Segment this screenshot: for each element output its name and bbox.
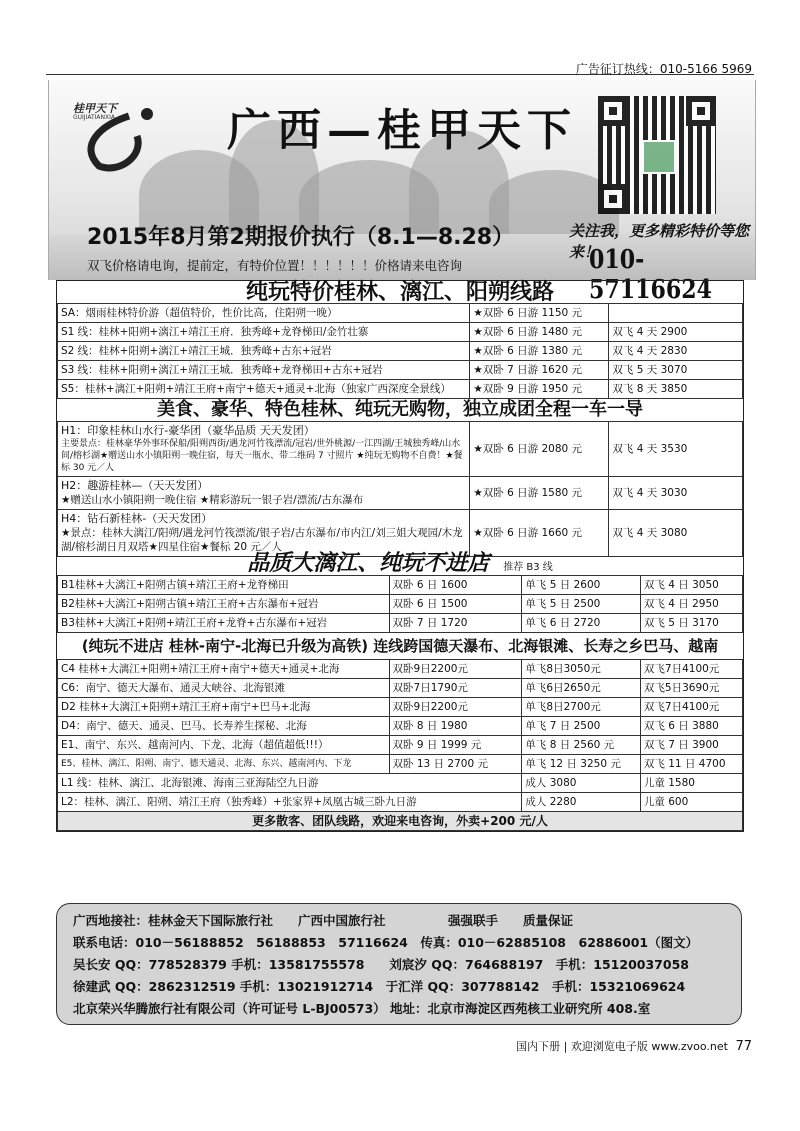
route-name: B2桂林+大漓江+阳朔古镇+靖江王府+古东瀑布+冠岩: [58, 595, 390, 614]
contact-line: 广西地接社：桂林金天下国际旅行社 广西中国旅行社 强强联手 质量保证: [73, 913, 574, 928]
section-budget-routes: [58, 304, 743, 399]
price-sleeper: ★双卧 6 日游 1150 元: [470, 304, 609, 323]
price-flight: 双飞 4 天 2900: [609, 323, 743, 342]
price-single-flight: 单飞 5 日 2500: [522, 595, 641, 614]
table-footer-note: 更多散客、团队线路，欢迎来电咨询，外卖+200 元/人: [58, 812, 743, 831]
route-name: SA：烟雨桂林特价游（超值特价，性价比高，住阳朔一晚）: [58, 304, 470, 323]
route-name: S5：桂林+漓江+阳朔+靖江王府+南宁+德天+通灵+北海（独家广西深度全景线）: [58, 380, 470, 399]
price-flight: 双飞7日4100元: [640, 698, 742, 717]
price-flight: 双飞 7 日 3900: [640, 736, 742, 755]
route-name: D2 桂林+大漓江+阳朔+靖江王府+南宁+巴马+北海: [58, 698, 390, 717]
company-logo: [59, 86, 179, 176]
footer-text[interactable]: 国内下册 | 欢迎浏览电子版 www.zvoo.net: [516, 1040, 728, 1053]
table-row: [58, 342, 743, 361]
contact-line: 徐建武 QQ：2862312519 手机：13021912714 于汇洋 QQ：307788142 手机：15321069624: [73, 979, 686, 994]
price-flight: 双飞 4 天 3030: [609, 477, 743, 510]
route-name: L1 线：桂林、漓江、北海银滩、海南三亚海陆空九日游: [58, 774, 522, 793]
route-description: [58, 477, 470, 510]
route-name: S1 线：桂林+阳朔+漓江+靖江王府．独秀峰+龙脊梯田/金竹壮寨: [58, 323, 470, 342]
price-flight: 双飞 4 天 2830: [609, 342, 743, 361]
qr-code-icon[interactable]: [598, 96, 716, 214]
price-single-flight: 单飞 5 日 2600: [522, 576, 641, 595]
follow-slogan: 关注我，更多精彩特价等您来！: [569, 222, 750, 261]
route-name: E5、桂林、漓江、阳朔、南宁、德天通灵、北海、东兴、越南河内、下龙: [58, 755, 390, 774]
price-flight: 双飞 11 日 4700: [640, 755, 742, 774]
table-row: [58, 323, 743, 342]
section-title: (纯玩不进店 桂林-南宁-北海已升级为高铁) 连线跨国德天瀑布、北海银滩、长寿之乡巴马、越南: [81, 637, 719, 655]
price-sleeper: ★双卧 6 日游 1580 元: [470, 477, 609, 510]
price-flight: 双飞 4 日 3050: [640, 576, 742, 595]
contact-line: 北京荣兴华腾旅行社有限公司（许可证号 L-BJ00573） 地址：北京市海淀区西苑核工业研究所 408.室: [73, 1001, 651, 1016]
price-sleeper: 双卧 7 日 1720: [389, 614, 522, 633]
price-sleeper: 双卧9日2200元: [389, 660, 522, 679]
route-description: [58, 422, 470, 477]
price-flight: 双飞5日3690元: [640, 679, 742, 698]
route-description: [58, 510, 470, 557]
price-single-flight: 单飞6日2650元: [522, 679, 641, 698]
price-sleeper: 双卧 9 日 1999 元: [389, 736, 522, 755]
section-combo-routes: [58, 660, 743, 774]
price-flight: [609, 304, 743, 323]
price-flight: 双飞 5 日 3170: [640, 614, 742, 633]
table-row: [58, 595, 743, 614]
price-child: 儿童 1580: [640, 774, 742, 793]
price-sleeper: ★双卧 7 日游 1620 元: [470, 361, 609, 380]
contact-line: 联系电话：010－56188852 56188853 57116624 传真：010－62885108 62886001（图文）: [73, 935, 699, 950]
price-period: 2015年8月第2期报价执行（8.1—8.28）: [87, 225, 515, 250]
price-single-flight: 单飞8日3050元: [522, 660, 641, 679]
price-adult: 成人 3080: [522, 774, 641, 793]
route-name: B1桂林+大漓江+阳朔古镇+靖江王府+龙脊梯田: [58, 576, 390, 595]
route-detail: ★赠送山水小镇阳朔一晚住宿 ★精彩游玩一银子岩/漂流/古东瀑布: [61, 494, 364, 506]
price-flight: 双飞 4 天 3080: [609, 510, 743, 557]
price-flight: 双飞7日4100元: [640, 660, 742, 679]
price-notice: 双飞价格请电询，提前定，有特价位置！！！！！！价格请来电咨询: [87, 258, 463, 273]
route-name: B3桂林+大漓江+阳朔+靖江王府+龙脊+古东瀑布+冠岩: [58, 614, 390, 633]
price-sleeper: 双卧 13 日 2700 元: [389, 755, 522, 774]
price-single-flight: 单飞 7 日 2500: [522, 717, 641, 736]
price-single-flight: 单飞 8 日 2560 元: [522, 736, 641, 755]
route-detail: ★景点：桂林大漓江/阳朔/遇龙河竹筏漂流/银子岩/古东瀑布/市内江/刘三姐大观园/木龙湖/榕杉湖日月双塔★四星住宿★餐标 20 元／人: [61, 527, 463, 553]
price-flight: 双飞 4 日 2950: [640, 595, 742, 614]
price-sleeper: ★双卧 6 日游 2080 元: [470, 422, 609, 477]
table-row: [58, 660, 743, 679]
top-divider: [46, 74, 754, 75]
price-sleeper: 双卧 6 日 1600: [389, 576, 522, 595]
section-title: [58, 551, 743, 576]
contact-info-box: [56, 903, 742, 1025]
route-price-table: [56, 280, 744, 832]
price-single-flight: 单飞 6 日 2720: [522, 614, 641, 633]
section-title: 纯玩特价桂林、漓江、阳朔线路: [245, 279, 554, 305]
price-flight: 双飞 8 天 3850: [609, 380, 743, 399]
price-flight: 双飞 5 天 3070: [609, 361, 743, 380]
price-flight: 双飞 6 日 3880: [640, 717, 742, 736]
page-title: 广西—桂甲天下: [227, 105, 577, 156]
page-number: 77: [735, 1039, 752, 1054]
price-sleeper: 双卧 6 日 1500: [389, 595, 522, 614]
price-sleeper: ★双卧 6 日游 1660 元: [470, 510, 609, 557]
route-detail: 主要景点：桂林豪华外事环保船/阳朔西街/遇龙河竹筏漂流/冠岩/世外桃源/一江四湖/王城独秀峰/山水间/榕杉湖★赠送山水小镇阳朔一晚住宿，每天一瓶水、带二维码 7 寸照片 ★纯玩无购物不自费！★餐标 30 元／人: [61, 439, 463, 473]
price-sleeper: ★双卧 6 日游 1380 元: [470, 342, 609, 361]
price-single-flight: 单飞8日2700元: [522, 698, 641, 717]
price-sleeper: 双卧9日2200元: [389, 698, 522, 717]
route-name: S2 线：桂林+阳朔+漓江+靖江王城．独秀峰+古东+冠岩: [58, 342, 470, 361]
section-title-text: 品质大漓江、纯玩不进店: [247, 551, 490, 576]
table-row: [58, 576, 743, 595]
logo-subtext: GUIJIATIANXIA: [73, 114, 115, 121]
table-row: [58, 361, 743, 380]
route-name: C4 桂林+大漓江+阳朔+靖江王府+南宁+德天+通灵+北海: [58, 660, 390, 679]
logo-text: 桂甲天下: [73, 102, 117, 115]
route-name: E1、南宁、东兴、越南河内、下龙、北海（超值超低!!!）: [58, 736, 390, 755]
price-single-flight: 单飞 12 日 3250 元: [522, 755, 641, 774]
table-row: [58, 510, 743, 557]
route-name: L2：桂林、漓江、阳朔、靖江王府（独秀峰）+张家界+凤凰古城三卧九日游: [58, 793, 522, 812]
price-adult: 成人 2280: [522, 793, 641, 812]
table-row: [58, 717, 743, 736]
booking-phone: 010-57116624: [589, 245, 713, 305]
price-sleeper: ★双卧 6 日游 1480 元: [470, 323, 609, 342]
table-row: [58, 793, 743, 812]
route-title: H1：印象桂林山水行-豪华团（豪华品质 天天发团）: [61, 424, 315, 437]
price-sleeper: ★双卧 9 日游 1950 元: [470, 380, 609, 399]
table-row: [58, 304, 743, 323]
recommend-note: 推荐 B3 线: [503, 562, 553, 573]
table-row: [58, 679, 743, 698]
ad-hotline: 广告征订热线：010-5166 5969: [575, 62, 752, 76]
table-row: [58, 477, 743, 510]
route-title: H4：钻石新桂林-（天天发团）: [61, 512, 213, 525]
price-sleeper: 双卧7日1790元: [389, 679, 522, 698]
route-title: H2：趣游桂林—（天天发团）: [61, 479, 209, 492]
table-row: [58, 422, 743, 477]
section-luxury-routes: [58, 422, 743, 557]
table-row: [58, 614, 743, 633]
table-row: [58, 774, 743, 793]
route-name: S3 线：桂林+阳朔+漓江+靖江王城．独秀峰+龙脊梯田+古东+冠岩: [58, 361, 470, 380]
price-child: 儿童 600: [640, 793, 742, 812]
contact-line: 吴长安 QQ：778528379 手机：13581755578 刘宸汐 QQ：764688197 手机：15120037058: [73, 957, 689, 972]
page-footer: [516, 1038, 752, 1054]
price-flight: 双飞 4 天 3530: [609, 422, 743, 477]
table-row: [58, 755, 743, 774]
table-row: [58, 380, 743, 399]
section-quality-routes: [58, 576, 743, 633]
section-extended-routes: [58, 774, 743, 812]
route-name: C6：南宁、德天大瀑布、通灵大峡谷、北海银滩: [58, 679, 390, 698]
price-sleeper: 双卧 8 日 1980: [389, 717, 522, 736]
route-name: D4：南宁、德天、通灵、巴马、长寿养生探秘、北海: [58, 717, 390, 736]
table-row: [58, 698, 743, 717]
table-row: [58, 736, 743, 755]
section-title: 美食、豪华、特色桂林、纯玩无购物，独立成团全程一车一导: [157, 399, 643, 420]
